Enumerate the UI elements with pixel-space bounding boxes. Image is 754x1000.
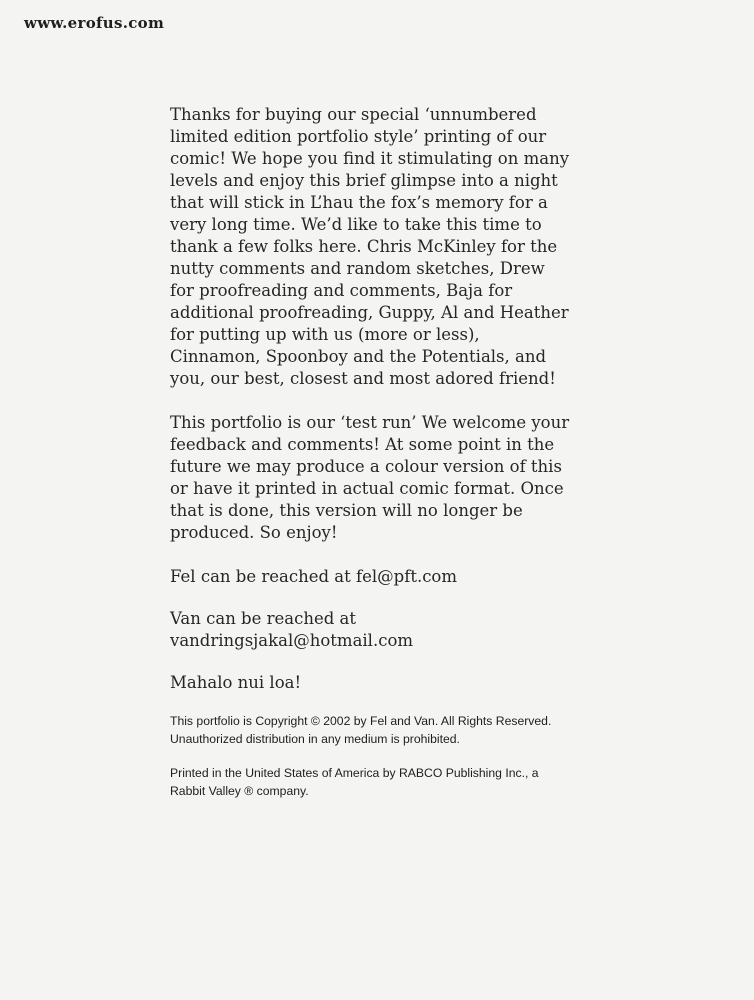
test-run-paragraph: This portfolio is our ‘test run’ We welcome your feedback and comments! At some point in the future we may produce a colour version of this or have it printed in actual comic format. Once that is done, this version will no longer be produced. So enjoy!: [170, 413, 570, 542]
van-contact: Van can be reached at vandringsjakal@hotmail.com: [170, 609, 414, 650]
printing-notice: Printed in the United States of America by RABCO Publishing Inc., a Rabbit Valley ® company.: [170, 766, 539, 798]
signoff: Mahalo nui loa!: [170, 673, 302, 692]
thanks-paragraph: Thanks for buying our special ‘unnumbered limited edition portfolio style’ printing of our comic! We hope you find it stimulating on many levels and enjoy this brief glimpse into a night that will stick in L’hau the fox’s memory for a very long time. We’d like to take this time to thank a few folks here. Chris McKinley for the nutty comments and random sketches, Drew for proofreading and comments, Baja for additional proofreading, Guppy, Al and Heather for putting up with us (more or less), Cinnamon, Spoonboy and the Potentials, and you, our best, closest and most adored friend!: [170, 105, 570, 388]
site-watermark: www.erofus.com: [24, 14, 165, 32]
fel-contact: Fel can be reached at fel@pft.com: [170, 567, 458, 586]
copyright-notice: This portfolio is Copyright © 2002 by Fel and Van. All Rights Reserved. Unauthorized distribution in any medium is prohibited.: [170, 714, 552, 746]
letter-body: [170, 104, 570, 800]
